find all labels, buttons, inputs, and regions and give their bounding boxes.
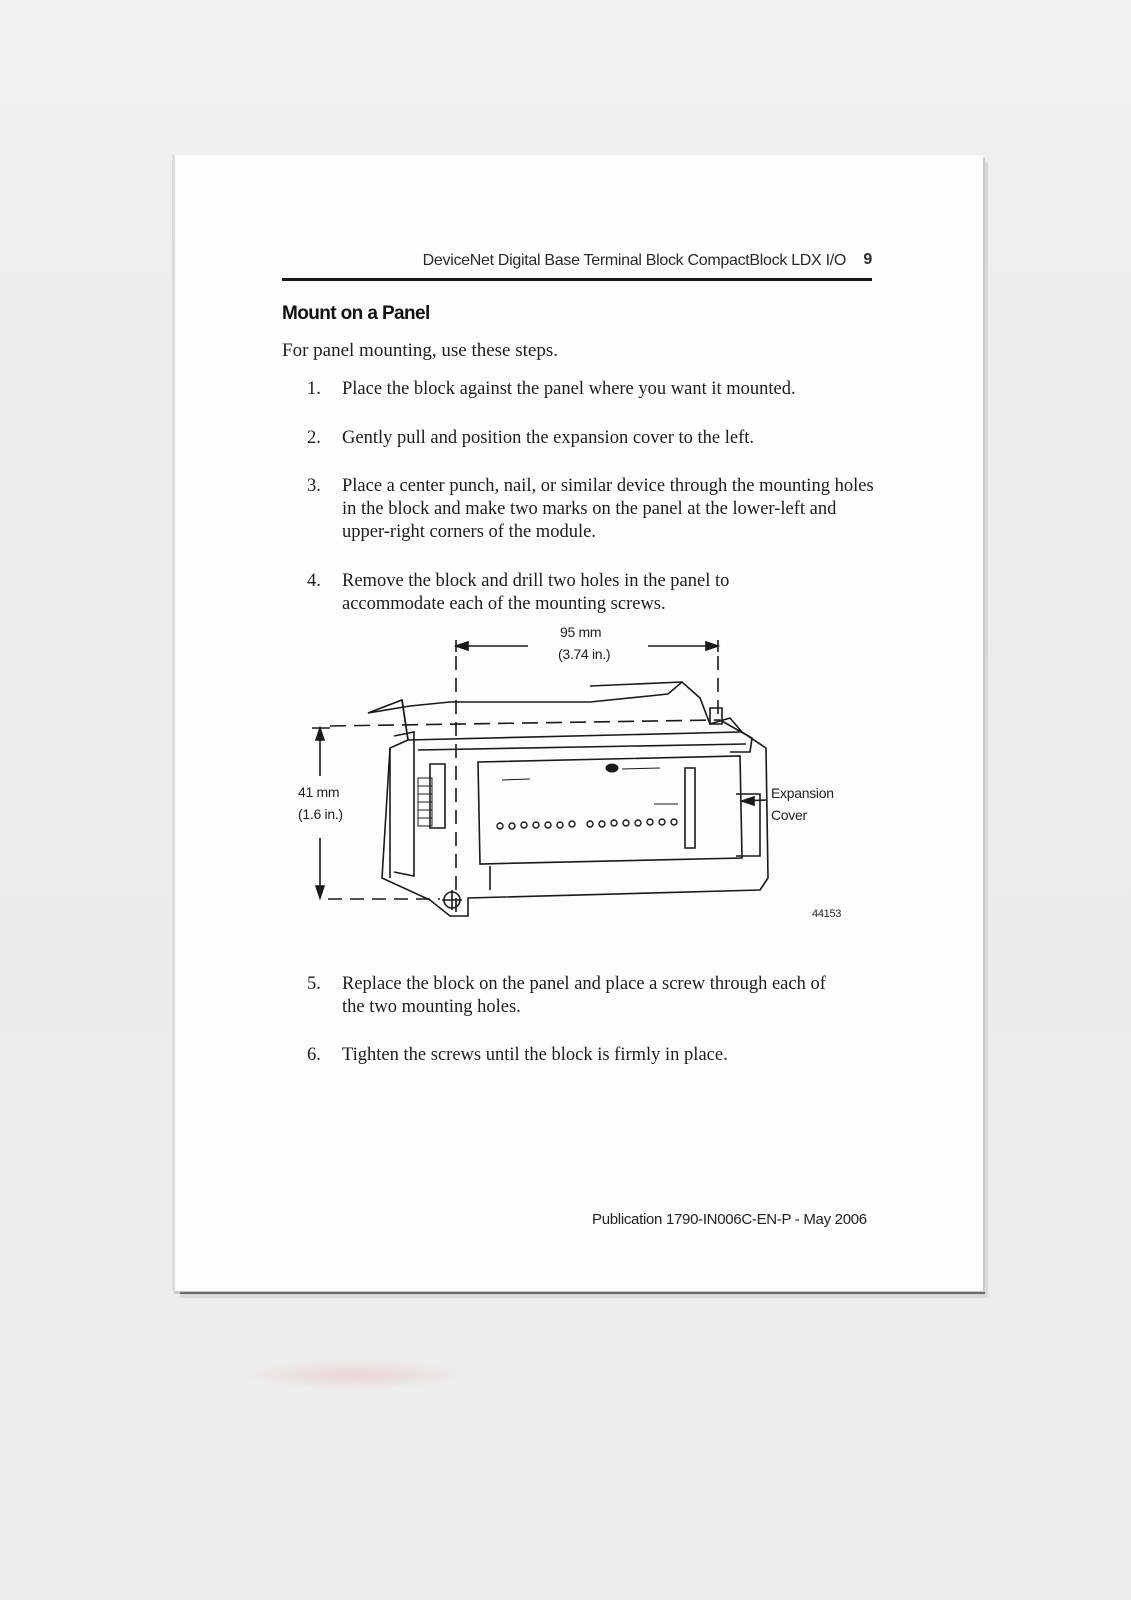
mounting-dimension-figure: [290, 624, 850, 938]
terminal-screws: [497, 819, 677, 829]
step-2: [307, 427, 882, 450]
step-text: Place a center punch, nail, or similar device through the mounting holes in the block and make two marks on the panel at the lower-left and upper-right corners of the module.: [342, 476, 874, 542]
running-header: [282, 250, 872, 276]
step-6: [307, 1044, 882, 1067]
step-number: 3.: [307, 476, 321, 496]
height-mm-label: 41 mm: [298, 784, 340, 800]
step-4: [307, 570, 777, 616]
expansion-cover-label-1: Expansion: [771, 785, 834, 801]
width-mm-label: 95 mm: [560, 624, 602, 640]
step-3: [307, 475, 877, 544]
module-drawing: [290, 628, 850, 938]
step-text: Remove the block and drill two holes in the panel to accommodate each of the mounting screws.: [342, 571, 730, 614]
expansion-cover-callout: [742, 797, 766, 805]
step-number: 5.: [307, 974, 321, 994]
step-number: 2.: [307, 428, 321, 448]
scan-smudge: [240, 1360, 470, 1390]
publication-footer: Publication 1790-IN006C-EN-P - May 2006: [592, 1211, 867, 1228]
step-number: 6.: [307, 1045, 321, 1065]
figure-id: 44153: [812, 908, 842, 920]
page-number: 9: [863, 251, 872, 268]
step-text: Replace the block on the panel and place a screw through each of the two mounting holes.: [342, 974, 826, 1017]
step-text: Gently pull and position the expansion cover to the left.: [342, 428, 755, 448]
intro-text: For panel mounting, use these steps.: [282, 340, 558, 361]
step-1: [307, 378, 882, 401]
step-number: 4.: [307, 571, 321, 591]
module-body: [368, 682, 768, 916]
header-title: DeviceNet Digital Base Terminal Block CompactBlock LDX I/O: [422, 252, 846, 269]
step-5: [307, 973, 847, 1019]
status-leds: [502, 764, 678, 804]
expansion-cover-label-2: Cover: [771, 807, 807, 823]
height-in-label: (1.6 in.): [298, 806, 343, 822]
step-number: 1.: [307, 379, 321, 399]
header-rule: [282, 278, 872, 281]
step-text: Place the block against the panel where you want it mounted.: [342, 379, 796, 399]
width-in-label: (3.74 in.): [558, 646, 611, 662]
page-bottom-edge: [180, 1292, 985, 1294]
step-text: Tighten the screws until the block is firmly in place.: [342, 1045, 728, 1065]
section-title: Mount on a Panel: [282, 303, 430, 324]
